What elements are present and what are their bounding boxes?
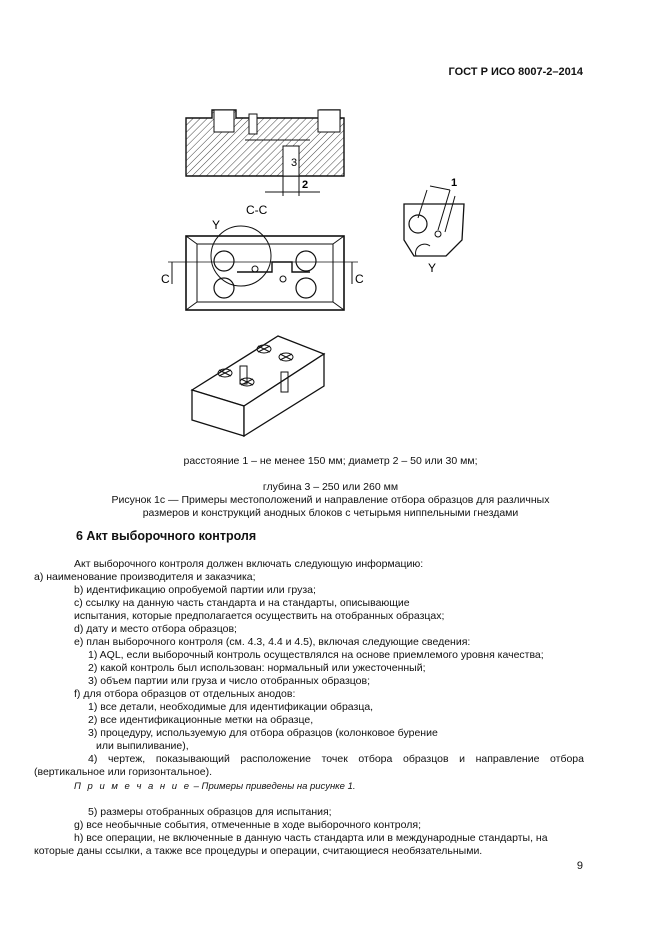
anode-block-figure — [0, 0, 661, 460]
item-f-4-line-1: 4) чертеж, показывающий расположение точек отбора образцов и направление отбора — [88, 753, 584, 765]
document-header: ГОСТ Р ИСО 8007-2–2014 — [448, 66, 583, 78]
callout-3: 3 — [291, 157, 298, 169]
item-f-3-line-1: 3) процедуру, используемую для отбора образцов (колонковое бурение — [88, 727, 438, 739]
section-label-cc: C-C — [246, 203, 268, 217]
item-e-3: 3) объем партии или груза и число отобранных образцов; — [88, 675, 371, 687]
figure-legend-line-1: расстояние 1 – не менее 150 мм; диаметр 2 – 50 или 30 мм; — [183, 455, 478, 467]
item-f-5: 5) размеры отобранных образцов для испытания; — [88, 806, 332, 818]
item-f-2: 2) все идентификационные метки на образце, — [88, 714, 314, 726]
detail-view-y — [404, 177, 464, 275]
section-view-cc — [186, 110, 344, 217]
paragraph-intro: Акт выборочного контроля должен включать следующую информацию: — [74, 558, 424, 570]
figure-legend-line-2: глубина 3 – 250 или 260 мм — [262, 481, 399, 493]
note-text: – Примеры приведены на рисунке 1. — [191, 781, 356, 792]
item-c-line-2: испытания, которые предполагается осуществить на отобранных образцах; — [74, 610, 445, 622]
cut-label-left: C — [161, 272, 170, 286]
cut-label-right: C — [355, 272, 364, 286]
item-e-2: 2) какой контроль был использован: нормальный или ужесточенный; — [88, 662, 426, 674]
callout-2: 2 — [302, 179, 309, 191]
item-f-1: 1) все детали, необходимые для идентификации образца, — [88, 701, 374, 713]
page-number: 9 — [576, 860, 583, 872]
item-c-line-1: c) ссылку на данную часть стандарта и на стандарты, описывающие — [74, 597, 410, 609]
view-label-y: Y — [212, 218, 221, 232]
item-d: d) дату и место отбора образцов; — [74, 623, 237, 635]
item-e-1: 1) AQL, если выборочный контроль осуществлялся на основе приемлемого уровня качества; — [88, 649, 544, 661]
item-h-line-2: которые даны ссылки, а также все процедуры и операции, считающиеся необязательными. — [34, 845, 483, 857]
plan-view — [161, 218, 364, 310]
item-a: a) наименование производителя и заказчика; — [34, 571, 256, 583]
item-f-4-line-2: (вертикальное или горизонтальное). — [34, 766, 213, 778]
item-f-3-line-2: или выпиливание), — [96, 740, 189, 752]
figure-caption-title-1: Рисунок 1с — Примеры местоположений и направление отбора образцов для различных — [111, 494, 550, 506]
figure-caption-title-2: размеров и конструкций анодных блоков с четырьмя ниппельными гнездами — [142, 507, 519, 519]
section-title: 6 Акт выборочного контроля — [76, 529, 257, 543]
isometric-block — [192, 336, 324, 436]
item-e: e) план выборочного контроля (см. 4.3, 4.4 и 4.5), включая следующие сведения: — [74, 636, 471, 648]
item-b: b) идентификацию опробуемой партии или груза; — [74, 584, 316, 596]
view-label-y-detail: Y — [428, 261, 437, 275]
item-g: g) все необычные события, отмеченные в ходе выборочного контроля; — [74, 819, 421, 831]
note-label: П р и м е ч а н и е — [74, 781, 191, 792]
body-text — [34, 558, 584, 858]
callout-1: 1 — [451, 177, 458, 189]
note — [74, 780, 584, 793]
item-h-line-1: h) все операции, не включенные в данную часть стандарта или в международные стандарты, на — [74, 832, 548, 844]
item-f: f) для отбора образцов от отдельных анодов: — [74, 688, 296, 700]
